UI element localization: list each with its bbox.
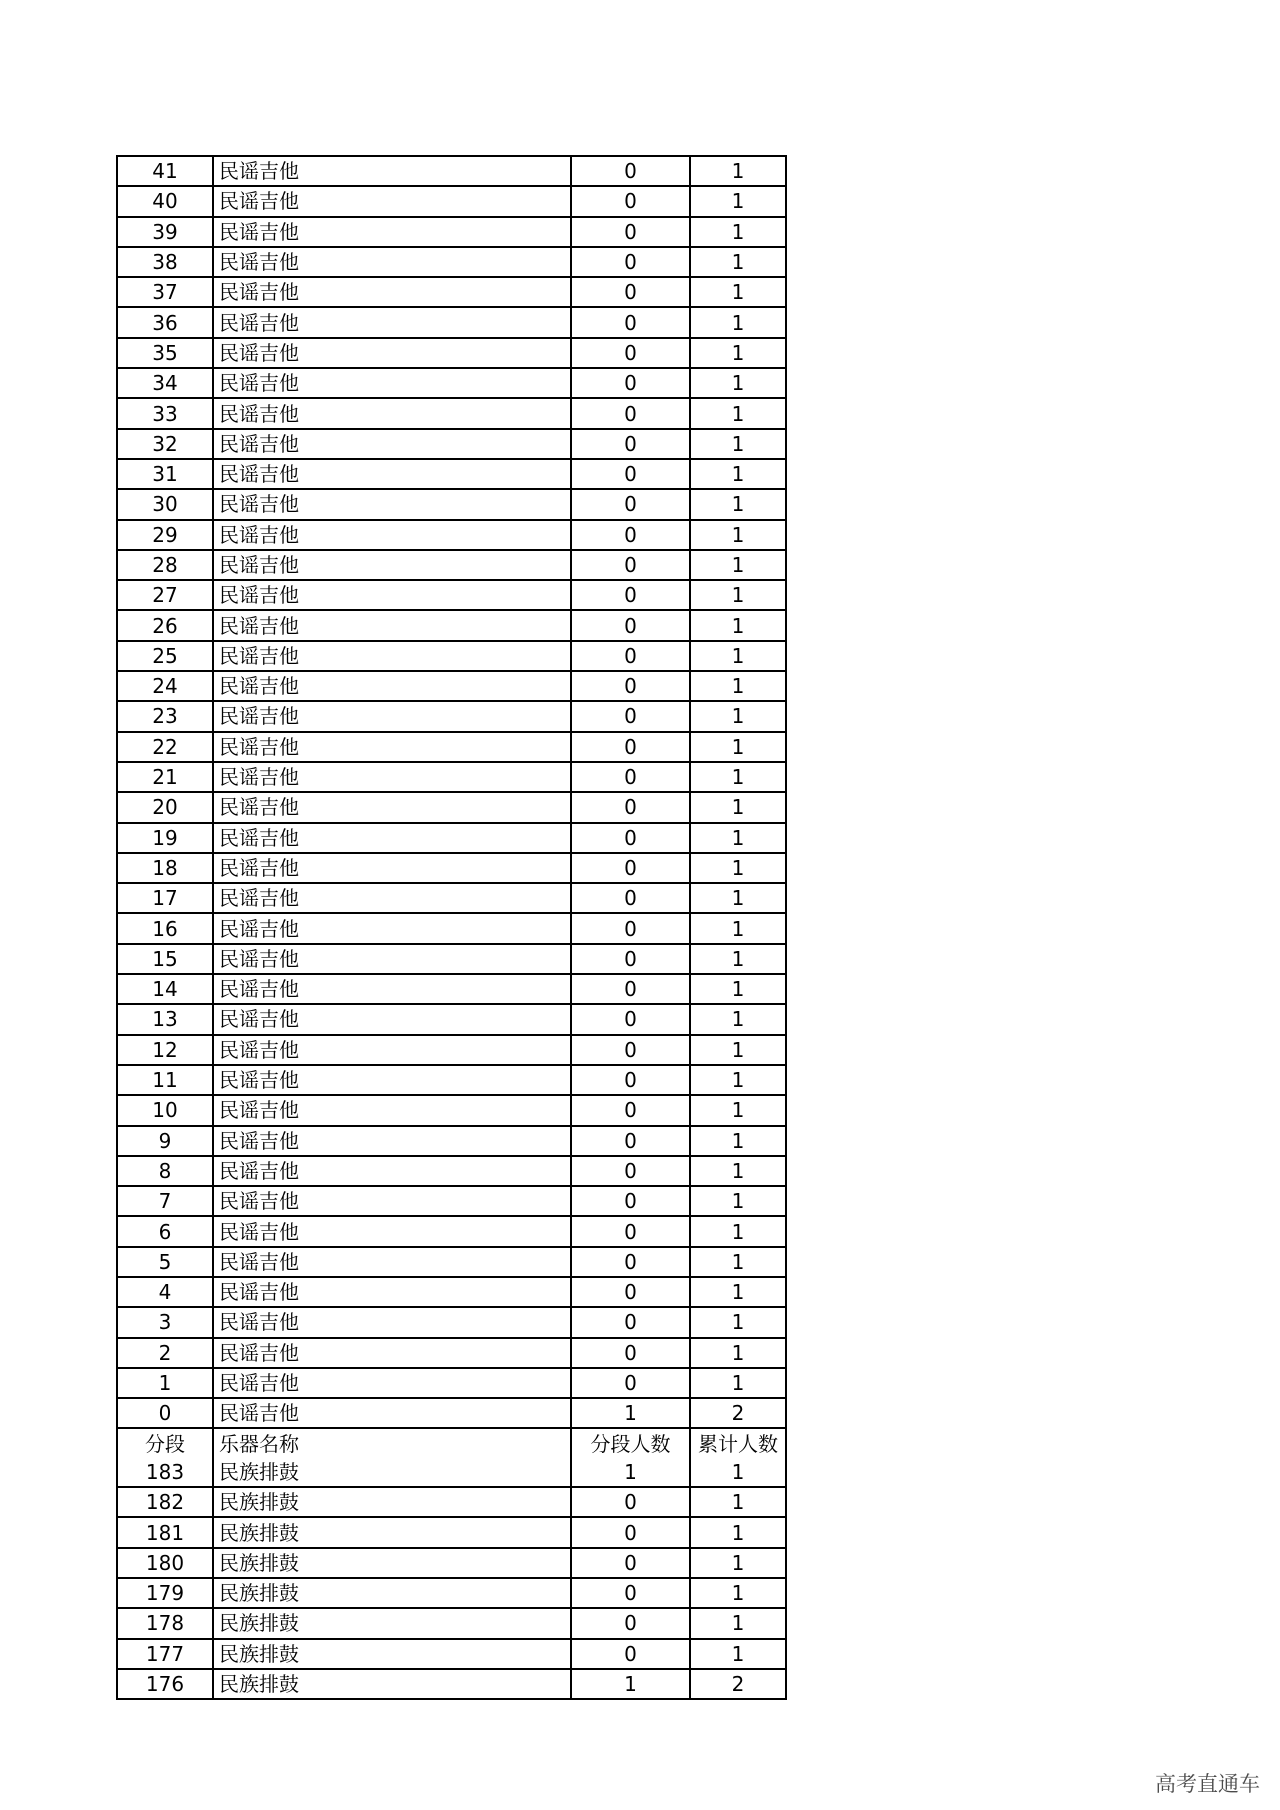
cell-score: 3 [117,1307,213,1337]
cell-count: 0 [571,368,690,398]
table-row [117,1065,786,1095]
cell-score: 4 [117,1277,213,1307]
cell-instrument: 民谣吉他 [213,1216,571,1246]
table-row [117,762,786,792]
cell-count: 0 [571,580,690,610]
table-row [117,186,786,216]
cell-instrument: 民谣吉他 [213,1247,571,1277]
cell-cumulative: 1 [690,459,786,489]
cell-instrument: 民谣吉他 [213,247,571,277]
cell-cumulative: 2 [690,1398,786,1428]
cell-cumulative: 1 [690,1338,786,1368]
cell-cumulative: 1 [690,701,786,731]
cell-instrument: 民谣吉他 [213,974,571,1004]
table-row [117,1608,786,1638]
cell-cumulative: 1 [690,429,786,459]
cell-instrument: 民族排鼓 [213,1608,571,1638]
cell-score: 29 [117,520,213,550]
table-row [117,398,786,428]
table-row [117,853,786,883]
cell-count: 1 [571,1398,690,1428]
cell-cumulative: 1 [690,368,786,398]
cell-cumulative: 1 [690,1639,786,1669]
cell-count: 0 [571,1247,690,1277]
cell-score: 12 [117,1035,213,1065]
table-row [117,974,786,1004]
table-row [117,701,786,731]
cell-cumulative: 1 [690,762,786,792]
table-row [117,1004,786,1034]
cell-instrument: 民族排鼓 [213,1458,571,1487]
table-row [117,1669,786,1699]
cell-count: 0 [571,156,690,186]
cell-count: 0 [571,277,690,307]
cell-instrument: 民谣吉他 [213,1307,571,1337]
table-row [117,1398,786,1428]
cell-count: 0 [571,1126,690,1156]
cell-count: 0 [571,550,690,580]
cell-cumulative: 1 [690,853,786,883]
table-row [117,944,786,974]
column-header: 分段人数 [571,1428,690,1457]
cell-count: 0 [571,1095,690,1125]
cell-score: 27 [117,580,213,610]
cell-score: 11 [117,1065,213,1095]
cell-instrument: 民谣吉他 [213,580,571,610]
cell-cumulative: 1 [690,1608,786,1638]
cell-score: 181 [117,1517,213,1547]
cell-instrument: 民谣吉他 [213,701,571,731]
cell-cumulative: 1 [690,641,786,671]
table-row [117,1095,786,1125]
score-distribution-table [116,155,787,1700]
cell-count: 0 [571,1156,690,1186]
table-row [117,217,786,247]
cell-cumulative: 1 [690,732,786,762]
column-header: 乐器名称 [213,1428,571,1457]
cell-instrument: 民谣吉他 [213,944,571,974]
cell-count: 0 [571,247,690,277]
cell-count: 0 [571,307,690,337]
table-row [117,520,786,550]
cell-cumulative: 1 [690,883,786,913]
cell-count: 0 [571,1277,690,1307]
cell-count: 0 [571,1186,690,1216]
cell-count: 0 [571,1487,690,1517]
cell-instrument: 民谣吉他 [213,1277,571,1307]
cell-instrument: 民谣吉他 [213,1186,571,1216]
table-body [117,156,786,1699]
column-header: 累计人数 [690,1428,786,1457]
cell-score: 32 [117,429,213,459]
cell-instrument: 民谣吉他 [213,823,571,853]
table-row [117,368,786,398]
cell-score: 15 [117,944,213,974]
cell-instrument: 民谣吉他 [213,792,571,822]
cell-cumulative: 1 [690,1458,786,1487]
table-row [117,883,786,913]
cell-cumulative: 1 [690,1004,786,1034]
cell-cumulative: 1 [690,186,786,216]
cell-count: 0 [571,701,690,731]
cell-instrument: 民谣吉他 [213,671,571,701]
cell-score: 7 [117,1186,213,1216]
table-row [117,1035,786,1065]
cell-cumulative: 1 [690,1216,786,1246]
cell-cumulative: 1 [690,217,786,247]
cell-instrument: 民谣吉他 [213,641,571,671]
footer-watermark: 高考直通车 [1155,1772,1260,1796]
cell-score: 6 [117,1216,213,1246]
table-row [117,1578,786,1608]
cell-instrument: 民谣吉他 [213,459,571,489]
cell-instrument: 民谣吉他 [213,1126,571,1156]
cell-instrument: 民谣吉他 [213,398,571,428]
cell-score: 183 [117,1458,213,1487]
cell-count: 0 [571,217,690,247]
cell-count: 0 [571,489,690,519]
cell-cumulative: 1 [690,944,786,974]
cell-count: 0 [571,520,690,550]
cell-instrument: 民谣吉他 [213,1156,571,1186]
cell-score: 5 [117,1247,213,1277]
table-row [117,792,786,822]
cell-cumulative: 1 [690,1186,786,1216]
cell-instrument: 民族排鼓 [213,1517,571,1547]
cell-instrument: 民谣吉他 [213,217,571,247]
table-row [117,1639,786,1669]
cell-cumulative: 1 [690,1035,786,1065]
cell-score: 1 [117,1368,213,1398]
cell-cumulative: 1 [690,398,786,428]
table-row [117,1517,786,1547]
cell-count: 0 [571,823,690,853]
cell-count: 0 [571,762,690,792]
table-row [117,1548,786,1578]
cell-count: 1 [571,1669,690,1699]
cell-score: 2 [117,1338,213,1368]
cell-score: 177 [117,1639,213,1669]
cell-score: 40 [117,186,213,216]
table-row [117,1368,786,1398]
table-row [117,610,786,640]
cell-instrument: 民谣吉他 [213,368,571,398]
table-row [117,489,786,519]
cell-instrument: 民谣吉他 [213,732,571,762]
cell-count: 0 [571,944,690,974]
cell-count: 0 [571,186,690,216]
table-row [117,338,786,368]
cell-cumulative: 1 [690,1578,786,1608]
cell-score: 24 [117,671,213,701]
cell-instrument: 民谣吉他 [213,338,571,368]
cell-cumulative: 1 [690,1095,786,1125]
column-header: 分段 [117,1428,213,1457]
cell-cumulative: 1 [690,1368,786,1398]
cell-count: 0 [571,398,690,428]
cell-score: 13 [117,1004,213,1034]
cell-cumulative: 1 [690,610,786,640]
cell-count: 0 [571,641,690,671]
cell-instrument: 民谣吉他 [213,762,571,792]
cell-instrument: 民谣吉他 [213,1368,571,1398]
cell-count: 0 [571,1608,690,1638]
cell-instrument: 民谣吉他 [213,1035,571,1065]
cell-count: 0 [571,1065,690,1095]
cell-score: 21 [117,762,213,792]
cell-count: 0 [571,974,690,1004]
cell-cumulative: 1 [690,307,786,337]
table-row [117,1126,786,1156]
cell-score: 37 [117,277,213,307]
cell-count: 0 [571,732,690,762]
table-row [117,550,786,580]
cell-cumulative: 1 [690,1548,786,1578]
cell-instrument: 民谣吉他 [213,156,571,186]
cell-score: 34 [117,368,213,398]
table-row [117,1277,786,1307]
cell-score: 23 [117,701,213,731]
table-row [117,732,786,762]
cell-count: 0 [571,429,690,459]
cell-count: 0 [571,913,690,943]
cell-instrument: 民谣吉他 [213,520,571,550]
cell-count: 0 [571,883,690,913]
table-row [117,1186,786,1216]
cell-instrument: 民谣吉他 [213,489,571,519]
cell-instrument: 民族排鼓 [213,1578,571,1608]
cell-score: 176 [117,1669,213,1699]
cell-cumulative: 1 [690,1126,786,1156]
table-row [117,641,786,671]
cell-score: 18 [117,853,213,883]
cell-instrument: 民谣吉他 [213,1338,571,1368]
cell-score: 182 [117,1487,213,1517]
cell-score: 179 [117,1578,213,1608]
cell-score: 178 [117,1608,213,1638]
cell-cumulative: 1 [690,1277,786,1307]
cell-count: 0 [571,853,690,883]
cell-instrument: 民族排鼓 [213,1669,571,1699]
cell-cumulative: 1 [690,520,786,550]
cell-score: 0 [117,1398,213,1428]
cell-instrument: 民族排鼓 [213,1639,571,1669]
table-row [117,1247,786,1277]
cell-score: 180 [117,1548,213,1578]
cell-count: 0 [571,1216,690,1246]
cell-cumulative: 2 [690,1669,786,1699]
cell-score: 28 [117,550,213,580]
cell-score: 31 [117,459,213,489]
cell-instrument: 民谣吉他 [213,550,571,580]
cell-score: 26 [117,610,213,640]
table-row [117,580,786,610]
table-row [117,1307,786,1337]
cell-count: 0 [571,1578,690,1608]
table-row [117,459,786,489]
cell-cumulative: 1 [690,1156,786,1186]
cell-instrument: 民谣吉他 [213,1095,571,1125]
cell-cumulative: 1 [690,1065,786,1095]
cell-score: 25 [117,641,213,671]
cell-cumulative: 1 [690,1307,786,1337]
cell-count: 0 [571,671,690,701]
cell-count: 1 [571,1458,690,1487]
cell-cumulative: 1 [690,792,786,822]
cell-count: 0 [571,1548,690,1578]
cell-instrument: 民谣吉他 [213,913,571,943]
cell-count: 0 [571,1307,690,1337]
table-row [117,1487,786,1517]
cell-score: 14 [117,974,213,1004]
cell-instrument: 民谣吉他 [213,307,571,337]
cell-count: 0 [571,459,690,489]
cell-score: 22 [117,732,213,762]
table-row [117,1216,786,1246]
cell-score: 30 [117,489,213,519]
cell-instrument: 民谣吉他 [213,1004,571,1034]
cell-instrument: 民谣吉他 [213,186,571,216]
table-row [117,913,786,943]
cell-cumulative: 1 [690,974,786,1004]
cell-score: 9 [117,1126,213,1156]
cell-score: 38 [117,247,213,277]
cell-instrument: 民谣吉他 [213,1065,571,1095]
cell-count: 0 [571,1035,690,1065]
cell-count: 0 [571,1004,690,1034]
cell-cumulative: 1 [690,489,786,519]
table-row [117,1458,786,1487]
cell-count: 0 [571,1517,690,1547]
table-row [117,823,786,853]
cell-instrument: 民谣吉他 [213,277,571,307]
cell-count: 0 [571,610,690,640]
cell-cumulative: 1 [690,1517,786,1547]
cell-cumulative: 1 [690,1487,786,1517]
cell-score: 20 [117,792,213,822]
cell-cumulative: 1 [690,913,786,943]
cell-instrument: 民谣吉他 [213,429,571,459]
table-row [117,1338,786,1368]
cell-cumulative: 1 [690,671,786,701]
cell-count: 0 [571,792,690,822]
table-row [117,429,786,459]
cell-cumulative: 1 [690,156,786,186]
cell-score: 17 [117,883,213,913]
cell-cumulative: 1 [690,277,786,307]
cell-score: 36 [117,307,213,337]
cell-instrument: 民谣吉他 [213,1398,571,1428]
cell-cumulative: 1 [690,823,786,853]
table-row [117,307,786,337]
table-row [117,671,786,701]
cell-instrument: 民谣吉他 [213,883,571,913]
cell-cumulative: 1 [690,580,786,610]
cell-count: 0 [571,1338,690,1368]
cell-instrument: 民族排鼓 [213,1548,571,1578]
cell-score: 41 [117,156,213,186]
cell-count: 0 [571,338,690,368]
table-row [117,156,786,186]
cell-cumulative: 1 [690,550,786,580]
cell-cumulative: 1 [690,247,786,277]
cell-count: 0 [571,1639,690,1669]
table-row [117,1156,786,1186]
cell-score: 16 [117,913,213,943]
cell-cumulative: 1 [690,1247,786,1277]
cell-instrument: 民谣吉他 [213,610,571,640]
cell-score: 10 [117,1095,213,1125]
cell-score: 39 [117,217,213,247]
cell-score: 8 [117,1156,213,1186]
cell-cumulative: 1 [690,338,786,368]
table-row [117,247,786,277]
table-row [117,277,786,307]
cell-instrument: 民谣吉他 [213,853,571,883]
cell-score: 33 [117,398,213,428]
header-row [117,1428,786,1457]
cell-count: 0 [571,1368,690,1398]
cell-score: 35 [117,338,213,368]
cell-instrument: 民族排鼓 [213,1487,571,1517]
cell-score: 19 [117,823,213,853]
